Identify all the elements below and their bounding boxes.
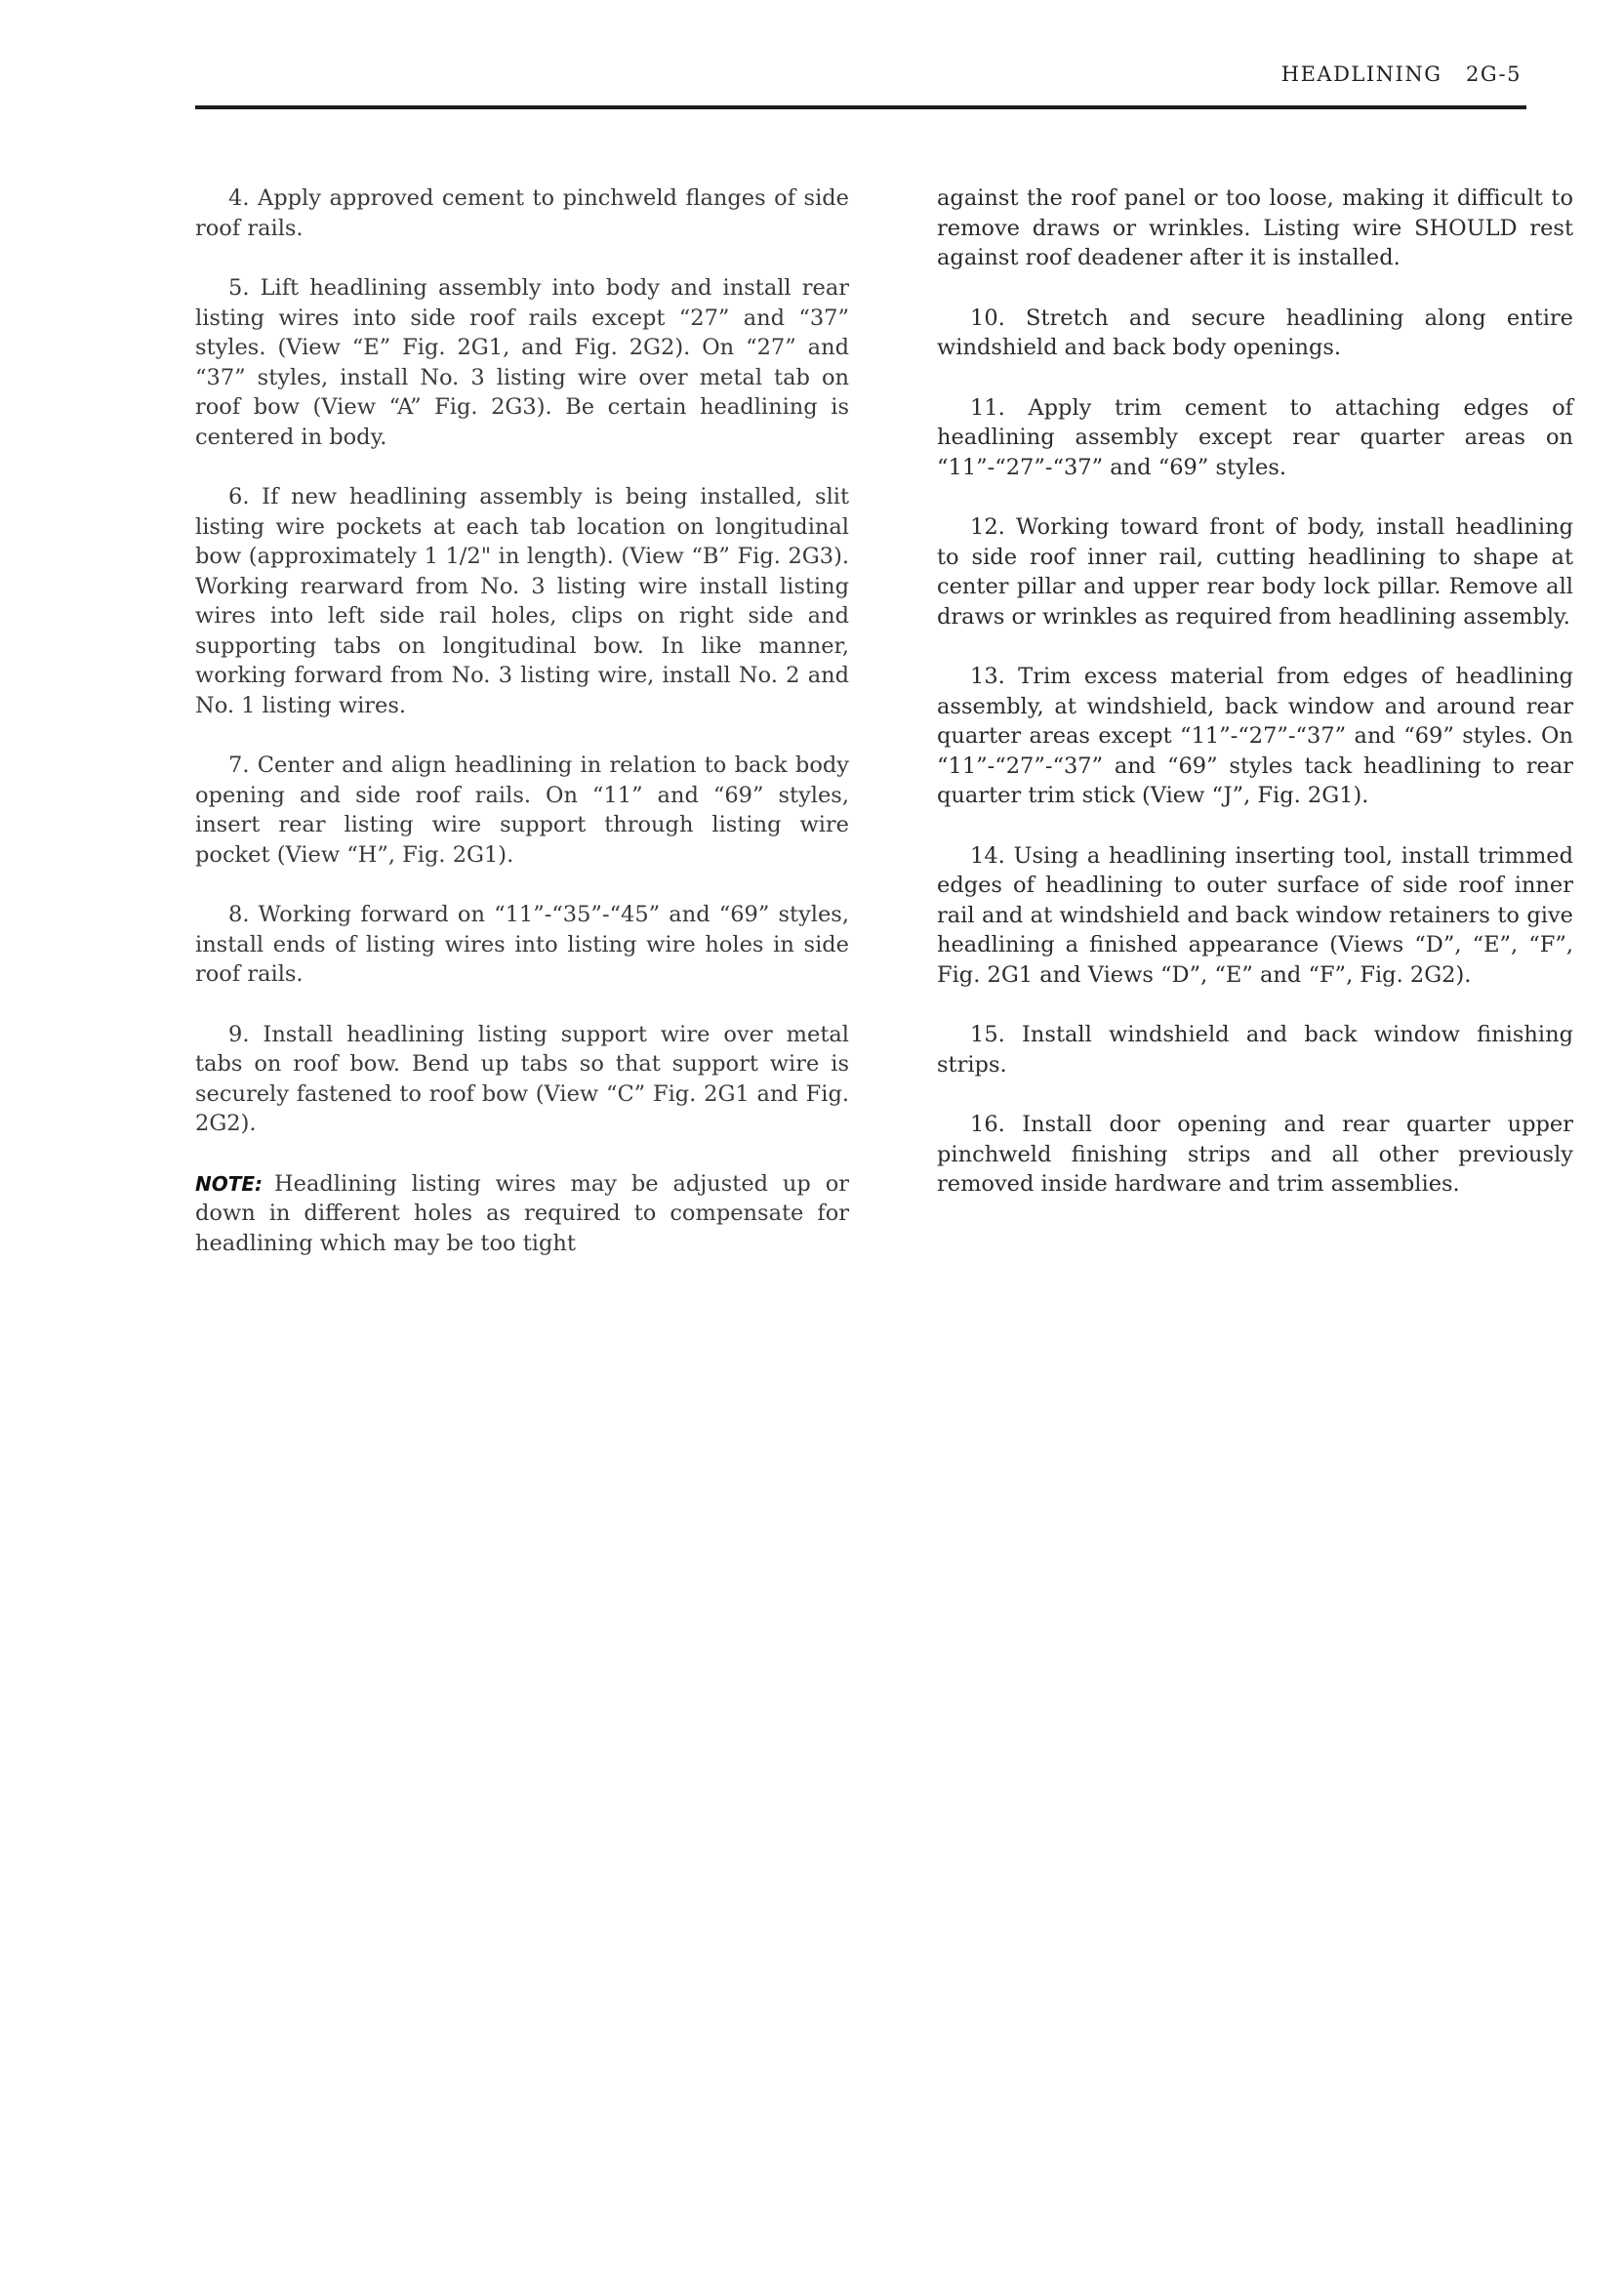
page-header [195, 61, 1565, 109]
note-label: NOTE: [195, 1171, 264, 1196]
step-8: 8. Working forward on “11”-“35”-“45” and “69” styles, install ends of listing wires into listing wire holes in side roof rails. [195, 902, 849, 987]
step-15: 15. Install windshield and back window finishing strips. [937, 1022, 1573, 1078]
page-number: 2G-5 [1466, 62, 1522, 86]
step-12: 12. Working toward front of body, install headlining to side roof inner rail, cutting headlining to shape at center pillar and upper rear body lock pillar. Remove all draws or wrinkles as required from headlining assembly. [937, 514, 1573, 630]
step-16: 16. Install door opening and rear quarter upper pinchweld finishing strips and all other previously removed inside hardware and trim assemblies. [937, 1112, 1573, 1197]
header-rule [195, 105, 1526, 109]
step-10: 10. Stretch and secure headlining along entire windshield and back body openings. [937, 305, 1573, 360]
step-13: 13. Trim excess material from edges of headlining assembly, at windshield, back window and around rear quarter areas except “11”-“27”-“37” and “69” styles. On “11”-“27”-“37” and “69” styles tack headlining to rear quarter trim stick (View “J”, Fig. 2G1). [937, 664, 1573, 808]
left-column [195, 183, 849, 1288]
header-text [1281, 62, 1522, 86]
step-14: 14. Using a headlining inserting tool, install trimmed edges of headlining to outer surface of side roof inner rail and at windshield and back window retainers to give headlining a finished appearance (Views “D”, “E”, “F”, Fig. 2G1 and Views “D”, “E” and “F”, Fig. 2G2). [937, 842, 1573, 988]
step-6: 6. If new headlining assembly is being installed, slit listing wire pockets at each tab location on longitudinal bow (approximately 1 1/2" in length). (View “B” Fig. 2G3). Working rearward from No. 3 listing wire install listing wires into left side rail holes, clips on right side and supporting tabs on longitudinal bow. In like manner, working forward from No. 3 listing wire, install No. 2 and No. 1 listing wires. [195, 484, 849, 718]
right-column [937, 183, 1573, 1230]
step-7: 7. Center and align headlining in relation to back body opening and side roof rails. On “11” and “69” styles, insert rear listing wire support through listing wire pocket (View “H”, Fig. 2G1). [195, 753, 849, 868]
step-9: 9. Install headlining listing support wire over metal tabs on roof bow. Bend up tabs so that support wire is securely fastened to roof bow (View “C” Fig. 2G1 and Fig. 2G2). [195, 1021, 849, 1136]
step-4: 4. Apply approved cement to pinchweld flanges of side roof rails. [195, 185, 849, 241]
step-5: 5. Lift headlining assembly into body and install rear listing wires into side roof rails except “27” and “37” styles. (View “E” Fig. 2G1, and Fig. 2G2). On “27” and “37” styles, install No. 3 listing wire over metal tab on roof bow (View “A” Fig. 2G3). Be certain headlining is centered in body. [195, 275, 849, 450]
note-continuation: against the roof panel or too loose, making it difficult to remove draws or wrinkles. Listing wire SHOULD rest against roof deadener after it is installed. [937, 185, 1573, 270]
note-text: Headlining listing wires may be adjusted up or down in different holes as required to compensate for headlining which may be too tight [195, 1170, 849, 1256]
step-11: 11. Apply trim cement to attaching edges of headlining assembly except rear quarter areas on “11”-“27”-“37” and “69” styles. [937, 394, 1573, 480]
section-title: HEADLINING [1280, 62, 1442, 86]
note-paragraph [195, 1169, 849, 1259]
